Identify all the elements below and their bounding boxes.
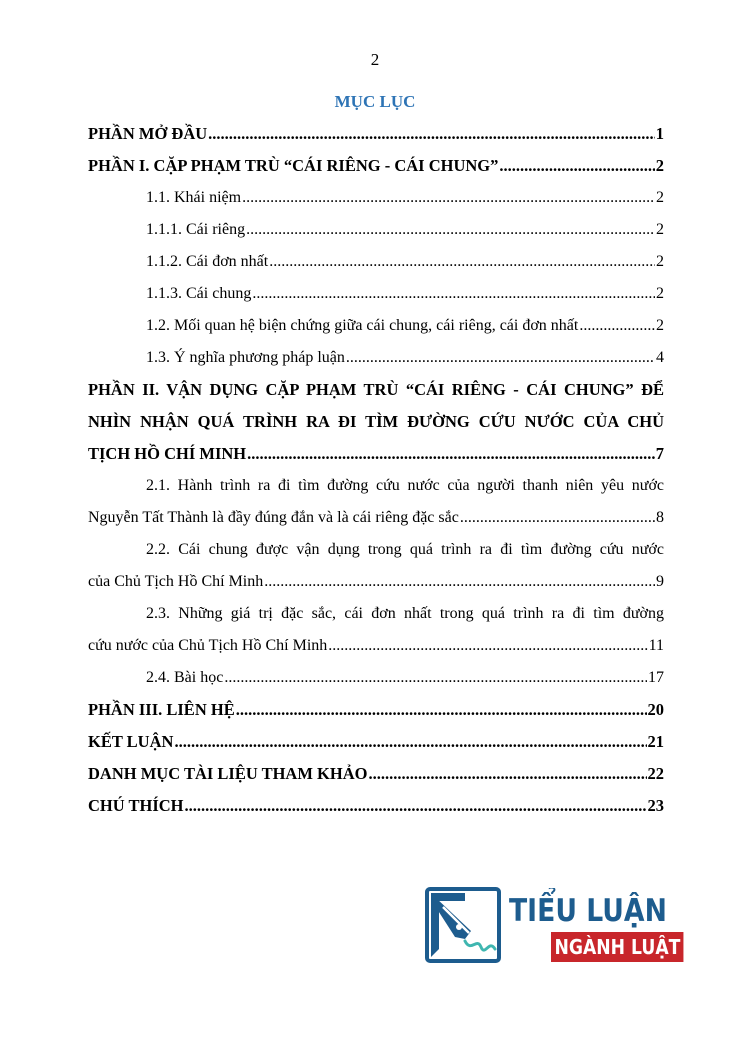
page-number: 2 [370, 50, 380, 69]
toc-entry[interactable] [88, 118, 664, 150]
toc-leader-dots [252, 278, 655, 310]
toc-leader-dots [236, 694, 647, 726]
toc-entry[interactable] [88, 758, 664, 790]
toc-entry-page: 2 [656, 189, 664, 206]
toc-entry[interactable] [88, 246, 664, 278]
toc-entry-page: 2 [656, 221, 664, 238]
toc-leader-dots [246, 214, 655, 246]
toc-leader-dots [208, 118, 655, 150]
toc-entry[interactable] [88, 534, 664, 598]
toc-entry-text: TỊCH HỒ CHÍ MINH [88, 444, 247, 463]
toc-entry-page: 21 [647, 732, 664, 751]
toc-entry[interactable] [88, 598, 664, 662]
toc-entry-text: 1.1.2. Cái đơn nhất [146, 253, 269, 270]
toc-entry-page: 4 [656, 349, 664, 366]
toc-entry-line: 2.1. Hành trình ra đi tìm đường cứu nước của người thanh niên yêu nước [146, 477, 664, 494]
pen-nib-icon [425, 887, 501, 963]
toc-title: MỤC LỤC [334, 92, 416, 111]
toc-entry-page: 17 [648, 669, 664, 686]
toc-entry-text: 1.3. Ý nghĩa phương pháp luận [146, 349, 345, 366]
toc-entry-page: 9 [656, 573, 664, 590]
logo-text-secondary: NGÀNH LUẬT [551, 932, 684, 962]
toc-leader-dots [269, 246, 655, 278]
toc-entry-page: 7 [655, 444, 664, 463]
table-of-contents [88, 118, 664, 822]
toc-entry-text: của Chủ Tịch Hồ Chí Minh [88, 573, 264, 590]
toc-entry-text: 1.1.1. Cái riêng [146, 221, 246, 238]
toc-entry-text: PHẦN I. CẶP PHẠM TRÙ “CÁI RIÊNG - CÁI CHUNG” [88, 156, 499, 175]
toc-entry-text: DANH MỤC TÀI LIỆU THAM KHẢO [88, 764, 368, 783]
toc-leader-dots [346, 342, 655, 374]
toc-entry-text: cứu nước của Chủ Tịch Hồ Chí Minh [88, 637, 328, 654]
toc-entry-line: PHẦN II. VẬN DỤNG CẶP PHẠM TRÙ “CÁI RIÊNG - CÁI CHUNG” ĐỂ [88, 380, 664, 399]
toc-entry[interactable] [88, 150, 664, 182]
toc-entry-page: 20 [647, 700, 664, 719]
toc-entry-last-line [88, 438, 664, 470]
toc-leader-dots [242, 182, 655, 214]
brand-logo [425, 887, 681, 965]
toc-leader-dots [174, 726, 646, 758]
toc-entry-page: 11 [648, 637, 664, 654]
toc-entry[interactable] [88, 790, 664, 822]
toc-leader-dots [264, 566, 655, 598]
toc-entry-text: CHÚ THÍCH [88, 796, 184, 815]
toc-entry[interactable] [88, 214, 664, 246]
toc-entry-last-line [88, 630, 664, 662]
toc-entry-line: 2.2. Cái chung được vận dụng trong quá trình ra đi tìm đường cứu nước [146, 541, 664, 558]
toc-entry-page: 2 [656, 285, 664, 302]
toc-entry-text: 1.2. Mối quan hệ biện chứng giữa cái chung, cái riêng, cái đơn nhất [146, 317, 579, 334]
toc-entry-text: 1.1. Khái niệm [146, 189, 242, 206]
toc-entry-text: PHẦN III. LIÊN HỆ [88, 700, 235, 719]
toc-leader-dots [247, 438, 655, 470]
toc-entry-page: 2 [656, 317, 664, 334]
toc-leader-dots [368, 758, 646, 790]
toc-entry-page: 8 [656, 509, 664, 526]
toc-leader-dots [460, 502, 655, 534]
logo-text-primary: TIỂU LUẬN [509, 893, 667, 929]
toc-leader-dots [499, 150, 654, 182]
toc-entry-page: 1 [655, 124, 664, 143]
toc-entry[interactable] [88, 662, 664, 694]
toc-entry[interactable] [88, 694, 664, 726]
toc-entry-line: 2.3. Những giá trị đặc sắc, cái đơn nhất trong quá trình ra đi tìm đường [146, 605, 664, 622]
toc-entry-page: 23 [647, 796, 664, 815]
toc-entry-line: NHÌN NHẬN QUÁ TRÌNH RA ĐI TÌM ĐƯỜNG CỨU NƯỚC CỦA CHỦ [88, 412, 664, 431]
toc-entry-text: PHẦN MỞ ĐẦU [88, 124, 208, 143]
toc-entry[interactable] [88, 182, 664, 214]
toc-entry-text: Nguyễn Tất Thành là đầy đúng đắn và là cái riêng đặc sắc [88, 509, 459, 526]
toc-entry[interactable] [88, 278, 664, 310]
toc-entry-page: 2 [655, 156, 664, 175]
toc-entry[interactable] [88, 726, 664, 758]
toc-entry-last-line [88, 502, 664, 534]
toc-entry-last-line [88, 566, 664, 598]
toc-entry-text: KẾT LUẬN [88, 732, 174, 751]
toc-entry-page: 2 [656, 253, 664, 270]
toc-leader-dots [579, 310, 655, 342]
toc-entry[interactable] [88, 310, 664, 342]
toc-entry[interactable] [88, 342, 664, 374]
toc-leader-dots [185, 790, 647, 822]
toc-entry-text: 2.4. Bài học [146, 669, 224, 686]
toc-entry-page: 22 [647, 764, 664, 783]
toc-entry[interactable] [88, 470, 664, 534]
toc-entry-text: 1.1.3. Cái chung [146, 285, 252, 302]
toc-leader-dots [224, 662, 647, 694]
toc-entry[interactable] [88, 374, 664, 470]
toc-leader-dots [328, 630, 647, 662]
